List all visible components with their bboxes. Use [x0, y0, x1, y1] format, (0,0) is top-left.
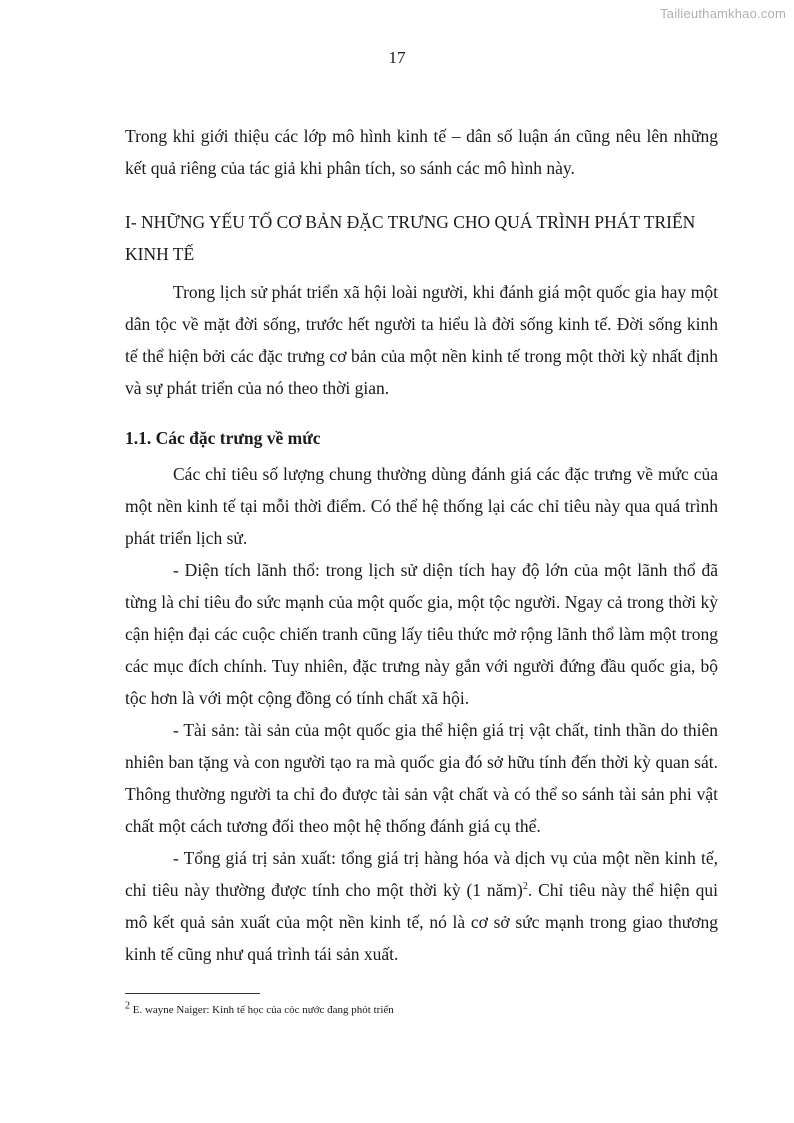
- assets-paragraph: - Tài sản: tài sản của một quốc gia thể hiện giá trị vật chất, tinh thần do thiên nhiên ban tặng và con người tạo ra mà quốc gia đó sở hữu tính đến thời kỳ quan sát. Thông thường người ta chỉ đo được tài sản vật chất và có thể so sánh tài sản phi vật chất một cách tương đối theo một hệ thống đánh giá cụ thể.: [125, 720, 718, 836]
- footnote: [125, 1000, 718, 1017]
- output-text-part2: . Chỉ tiêu này thể hiện qui mô kết quả sản xuất của một nền kinh tế, nó là cơ sở sức mạnh trong giao thương kinh tế cũng như quá trình tái sản xuất.: [125, 880, 718, 964]
- subsection-intro-paragraph: Các chỉ tiêu số lượng chung thường dùng đánh giá các đặc trưng về mức của một nền kinh tế tại mỗi thời điểm. Có thể hệ thống lại các chỉ tiêu này qua quá trình phát triển lịch sử.: [125, 464, 718, 548]
- watermark: Tailieuthamkhao.com: [660, 6, 786, 21]
- section-heading: I- NHỮNG YẾU TỐ CƠ BẢN ĐẶC TRƯNG CHO QUÁ TRÌNH PHÁT TRIỂN KINH TẾ: [125, 212, 696, 264]
- section-intro-paragraph: Trong lịch sử phát triển xã hội loài người, khi đánh giá một quốc gia hay một dân tộc về mặt đời sống, trước hết người ta hiểu là đời sống kinh tế. Đời sống kinh tế thể hiện bởi các đặc trưng cơ bản của một nền kinh tế trong một thời kỳ nhất định và sự phát triển của nó theo thời gian.: [125, 282, 718, 398]
- footnote-divider: [125, 993, 260, 994]
- footnote-marker: 2: [125, 1000, 130, 1012]
- output-paragraph: [125, 842, 718, 970]
- page-body: [125, 120, 718, 970]
- intro-paragraph: Trong khi giới thiệu các lớp mô hình kinh tế – dân số luận án cũng nêu lên những kết quả riêng của tác giả khi phân tích, so sánh các mô hình này.: [125, 126, 718, 178]
- page-number: 17: [388, 48, 406, 67]
- subsection-heading: 1.1. Các đặc trưng về mức: [125, 428, 321, 448]
- footnote-text: E. wayne Naiger: Kinh tế học của cỏc nước đang phỏt triển: [130, 1004, 394, 1016]
- output-text-part1: - Tổng giá trị sản xuất: tổng giá trị hàng hóa và dịch vụ của một nền kinh tế, chỉ tiêu này thường được tính cho một thời kỳ (1 năm): [125, 848, 718, 900]
- territory-paragraph: - Diện tích lãnh thổ: trong lịch sử diện tích hay độ lớn của một lãnh thổ đã từng là chỉ tiêu đo sức mạnh của một quốc gia, một tộc người. Ngay cả trong thời kỳ cận hiện đại các cuộc chiến tranh cũng lấy tiêu thức mở rộng lãnh thổ làm một trong các mục đích chính. Tuy nhiên, đặc trưng này gắn với người đứng đầu quốc gia, bộ tộc hơn là với một cộng đồng có tính chất xã hội.: [125, 560, 718, 708]
- footnote-reference[interactable]: 2: [522, 881, 528, 893]
